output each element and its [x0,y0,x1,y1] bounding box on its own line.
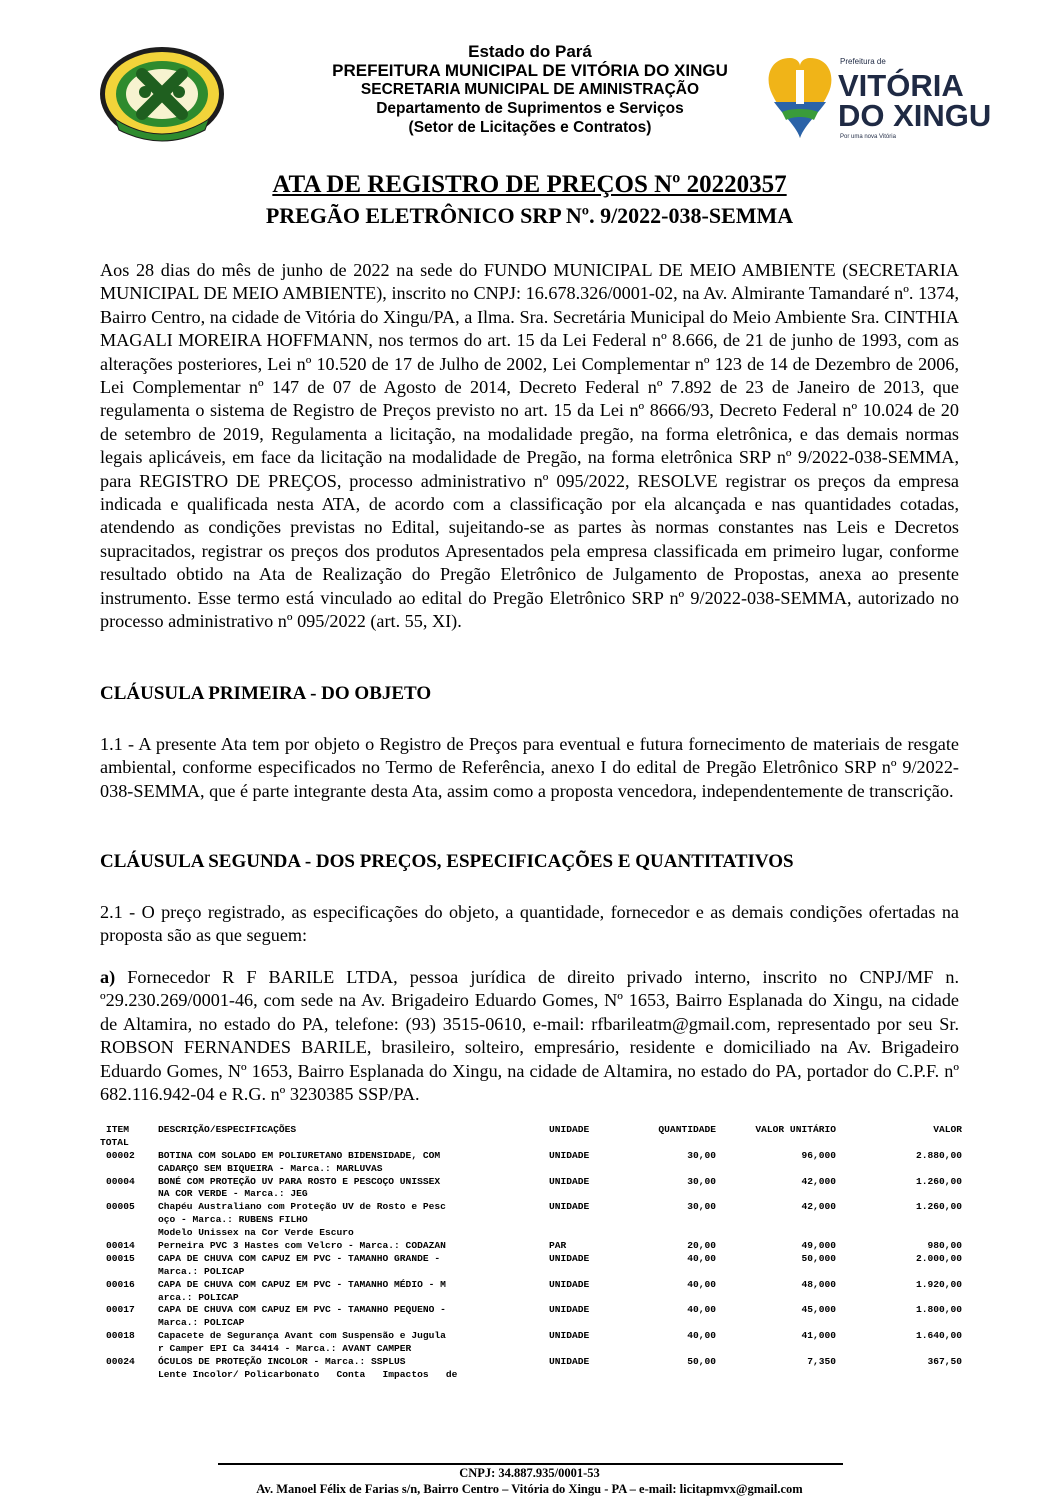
city-hall-name: PREFEITURA MUNICIPAL DE VITÓRIA DO XINGU [332,61,728,80]
item-unit-price: 41,000 [801,1330,836,1342]
item-unit-price: 96,000 [801,1149,836,1161]
document-title: ATA DE REGISTRO DE PREÇOS Nº 20220357 [272,171,787,198]
item-unit: UNIDADE [549,1330,590,1342]
item-total-value: 1.800,00 [915,1304,962,1316]
item-unit-price: 48,000 [801,1278,836,1290]
item-unit-price: 49,000 [801,1240,836,1252]
item-total-value: 2.000,00 [915,1252,962,1264]
table-row-continuation [100,1214,962,1227]
item-total-value: 1.260,00 [915,1201,962,1213]
table-row [100,1356,962,1369]
table-row [100,1240,962,1253]
col-qtd: QUANTIDADE [658,1124,716,1135]
item-code: 00017 [106,1304,135,1316]
item-quantity: 30,00 [687,1201,716,1213]
item-description: Lente Incolor/ Policarbonato Conta Impactos de [158,1368,458,1380]
intro-paragraph: Aos 28 dias do mês de junho de 2022 na sede do FUNDO MUNICIPAL DE MEIO AMBIENTE (SECRETARIA MUNICIPAL DE MEIO AMBIENTE), inscrito no CNPJ: 16.678.326/0001-02, na Av. Almirante Tamandaré nº. 1374, Bairro Centro, na cidade de Vitória do Xingu/PA, a Ilma. Sra. Secretária Municipal do Meio Ambiente Sra. CINTHIA MAGALI MOREIRA HOFFMANN, nos termos do art. 15 da Lei Federal nº 8.666, de 21 de junho de 1993, com as alterações posteriores, Lei nº 10.520 de 17 de Julho de 2002, Lei Complementar nº 123 de 14 de Dezembro de 2006, Lei Complementar nº 147 de 07 de Agosto de 2014, Decreto Federal nº 7.892 de 23 de Janeiro de 2013, que regulamenta o sistema de Registro de Preços previsto no art. 15 da Lei nº 8666/93, Decreto Federal nº 10.024 de 20 de setembro de 2019, Regulamenta a licitação, na modalidade pregão, na forma eletrônica, e das demais normas legais aplicáveis, em face da licitação na modalidade de Pregão, na forma eletrônica SRP nº 9/2022-038-SEMMA, para REGISTRO DE PREÇOS, processo administrativo nº 095/2022, RESOLVE registrar os preços da empresa indicada e qualificada nesta ATA, de acordo com a classificação por ela alcançada e nas quantidades cotadas, atendendo as condições previstas no Edital, sujeitando-se as partes às normas constantes nas Leis e Decretos supracitados, registrar os preços dos produtos Apresentados pela empresa classificada em primeiro lugar, conforme resultado obtido na Ata de Realização do Pregão Eletrônico de Julgamento de Propostas, anexa ao presente instrumento. Esse termo está vinculado ao edital do Pregão Eletrônico SRP nº 9/2022-038-SEMMA, autorizado no processo administrativo nº 095/2022 (art. 55, XI). [100,260,959,632]
clause-2-text: 2.1 - O preço registrado, as especificações do objeto, a quantidade, fornecedor e as demais condições ofertadas na proposta são as que seguem: [100,902,959,946]
table-row-continuation [100,1292,962,1305]
item-description: BOTINA COM SOLADO EM POLIURETANO BIDENSIDADE, COM [158,1149,441,1161]
item-quantity: 40,00 [687,1252,716,1264]
footer-cnpj: CNPJ: 34.887.935/0001-53 [459,1466,600,1480]
table-header-total [100,1137,962,1150]
col-item: ITEM [106,1124,130,1135]
item-total-value: 1.920,00 [915,1278,962,1290]
item-quantity: 40,00 [687,1330,716,1342]
letterhead-text [230,42,830,137]
item-description: Modelo Unissex na Cor Verde Escuro [158,1227,354,1239]
sector-name: (Setor de Licitações e Contratos) [408,119,652,136]
item-code: 00016 [106,1278,135,1290]
item-code: 00004 [106,1175,135,1187]
table-row [100,1253,962,1266]
item-description: Perneira PVC 3 Hastes com Velcro - Marca.: CODAZAN [158,1240,446,1252]
item-quantity: 50,00 [687,1356,716,1368]
table-row [100,1279,962,1292]
letterhead [0,20,1059,140]
table-row-continuation [100,1343,962,1356]
item-quantity: 30,00 [687,1175,716,1187]
document-subtitle: PREGÃO ELETRÔNICO SRP Nº. 9/2022-038-SEMMA [265,203,794,228]
state-name: Estado do Pará [468,42,592,61]
item-description: BONÉ COM PROTEÇÃO UV PARA ROSTO E PESCOÇO UNISSEX [158,1175,441,1187]
item-unit-price: 45,000 [801,1304,836,1316]
item-total-value: 2.880,00 [915,1149,962,1161]
footer-divider [218,1463,843,1465]
svg-text:DO XINGU: DO XINGU [838,98,992,133]
col-vt: VALOR [933,1124,962,1135]
item-description: CADARÇO SEM BIQUEIRA - Marca.: MARLUVAS [158,1162,383,1174]
supplier-paragraph [100,966,959,1106]
item-unit: PAR [549,1240,567,1252]
table-header [100,1124,962,1137]
item-code: 00015 [106,1252,135,1264]
item-description: Marca.: POLICAP [158,1317,245,1329]
item-description: arca.: POLICAP [158,1291,239,1303]
table-row-continuation [100,1266,962,1279]
item-description: Chapéu Australiano com Proteção UV de Rosto e Pesc [158,1201,446,1213]
item-quantity: 20,00 [687,1240,716,1252]
table-row [100,1150,962,1163]
item-code: 00002 [106,1149,135,1161]
item-total-value: 1.640,00 [915,1330,962,1342]
item-description: oço - Marca.: RUBENS FILHO [158,1214,308,1226]
item-unit: UNIDADE [549,1356,590,1368]
table-row-continuation [100,1163,962,1176]
price-table [100,1124,962,1382]
footer-address: Av. Manoel Félix de Farias s/n, Bairro Centro – Vitória do Xingu - PA – e-mail: licitapmvx@gmail.com [256,1482,803,1496]
item-code: 00018 [106,1330,135,1342]
item-unit: UNIDADE [549,1201,590,1213]
item-unit-price: 42,000 [801,1201,836,1213]
item-total-value: 980,00 [927,1240,962,1252]
table-row [100,1330,962,1343]
col-total: TOTAL [100,1136,129,1148]
table-row-continuation [100,1227,962,1240]
table-row-continuation [100,1317,962,1330]
item-description: ÓCULOS DE PROTEÇÃO INCOLOR - Marca.: SSPLUS [158,1356,406,1368]
table-row-continuation [100,1369,962,1382]
item-quantity: 30,00 [687,1149,716,1161]
item-description: Capacete de Segurança Avant com Suspensão e Jugula [158,1330,446,1342]
col-vu: VALOR UNITÁRIO [755,1124,836,1135]
item-unit-price: 7,350 [807,1356,836,1368]
item-description: CAPA DE CHUVA COM CAPUZ EM PVC - TAMANHO PEQUENO - [158,1304,446,1316]
item-unit: UNIDADE [549,1175,590,1187]
item-description: Marca.: POLICAP [158,1265,245,1277]
department-name: Departamento de Suprimentos e Serviços [376,100,684,117]
item-unit: UNIDADE [549,1278,590,1290]
svg-text:Prefeitura de: Prefeitura de [840,57,886,66]
table-row [100,1201,962,1214]
table-row-continuation [100,1188,962,1201]
item-code: 00024 [106,1356,135,1368]
vitoria-do-xingu-logo-icon [760,50,992,142]
item-unit: UNIDADE [549,1304,590,1316]
item-unit-price: 42,000 [801,1175,836,1187]
clause-1-heading: CLÁUSULA PRIMEIRA - DO OBJETO [100,683,432,704]
municipal-seal-icon [97,44,227,144]
item-unit: UNIDADE [549,1252,590,1264]
item-unit: UNIDADE [549,1149,590,1161]
item-code: 00014 [106,1240,135,1252]
supplier-label: a) [100,967,116,987]
svg-text:Por uma nova Vitória: Por uma nova Vitória [840,134,896,140]
col-desc: DESCRIÇÃO/ESPECIFICAÇÕES [158,1124,297,1135]
item-description: r Camper EPI Ca 34414 - Marca.: AVANT CAMPER [158,1343,412,1355]
item-total-value: 1.260,00 [915,1175,962,1187]
table-row [100,1176,962,1189]
clause-2-heading: CLÁUSULA SEGUNDA - DOS PREÇOS, ESPECIFICAÇÕES E QUANTITATIVOS [100,851,794,872]
item-description: NA COR VERDE - Marca.: JEG [158,1188,308,1200]
item-quantity: 40,00 [687,1304,716,1316]
svg-text:VITÓRIA: VITÓRIA [838,68,964,103]
col-unid: UNIDADE [549,1124,590,1135]
item-description: CAPA DE CHUVA COM CAPUZ EM PVC - TAMANHO GRANDE - [158,1252,441,1264]
item-total-value: 367,50 [927,1356,962,1368]
item-description: CAPA DE CHUVA COM CAPUZ EM PVC - TAMANHO MÉDIO - M [158,1278,446,1290]
secretariat-name: SECRETARIA MUNICIPAL DE AMINISTRAÇÃO [360,81,700,98]
item-code: 00005 [106,1201,135,1213]
item-unit-price: 50,000 [801,1252,836,1264]
clause-1-text: 1.1 - A presente Ata tem por objeto o Registro de Preços para eventual e futura fornecimento de materiais de resgate ambiental, conforme especificados no Termo de Referência, anexo I do edital de Pregão Eletrônico SRP nº 9/2022-038-SEMMA, que é parte integrante desta Ata, assim como a proposta vencedora, independentemente de transcrição. [100,734,959,801]
table-row [100,1304,962,1317]
supplier-text: Fornecedor R F BARILE LTDA, pessoa jurídica de direito privado interno, inscrito no CNPJ/MF n. º29.230.269/0001-46, com sede na Av. Brigadeiro Eduardo Gomes, Nº 1653, Bairro Esplanada do Xingu, na cidade de Altamira, no estado do PA, telefone: (93) 3515-0610, e-mail: rfbarileatm@gmail.com, representado por seu Sr. ROBSON FERNANDES BARILE, brasileiro, solteiro, empresário, residente e domiciliado na Av. Brigadeiro Eduardo Gomes, Nº 1653, Bairro Esplanada do Xingu, na cidade de Altamira, no estado do PA, portador do C.P.F. nº 682.116.942-04 e R.G. nº 3230385 SSP/PA. [100,967,959,1105]
item-quantity: 40,00 [687,1278,716,1290]
